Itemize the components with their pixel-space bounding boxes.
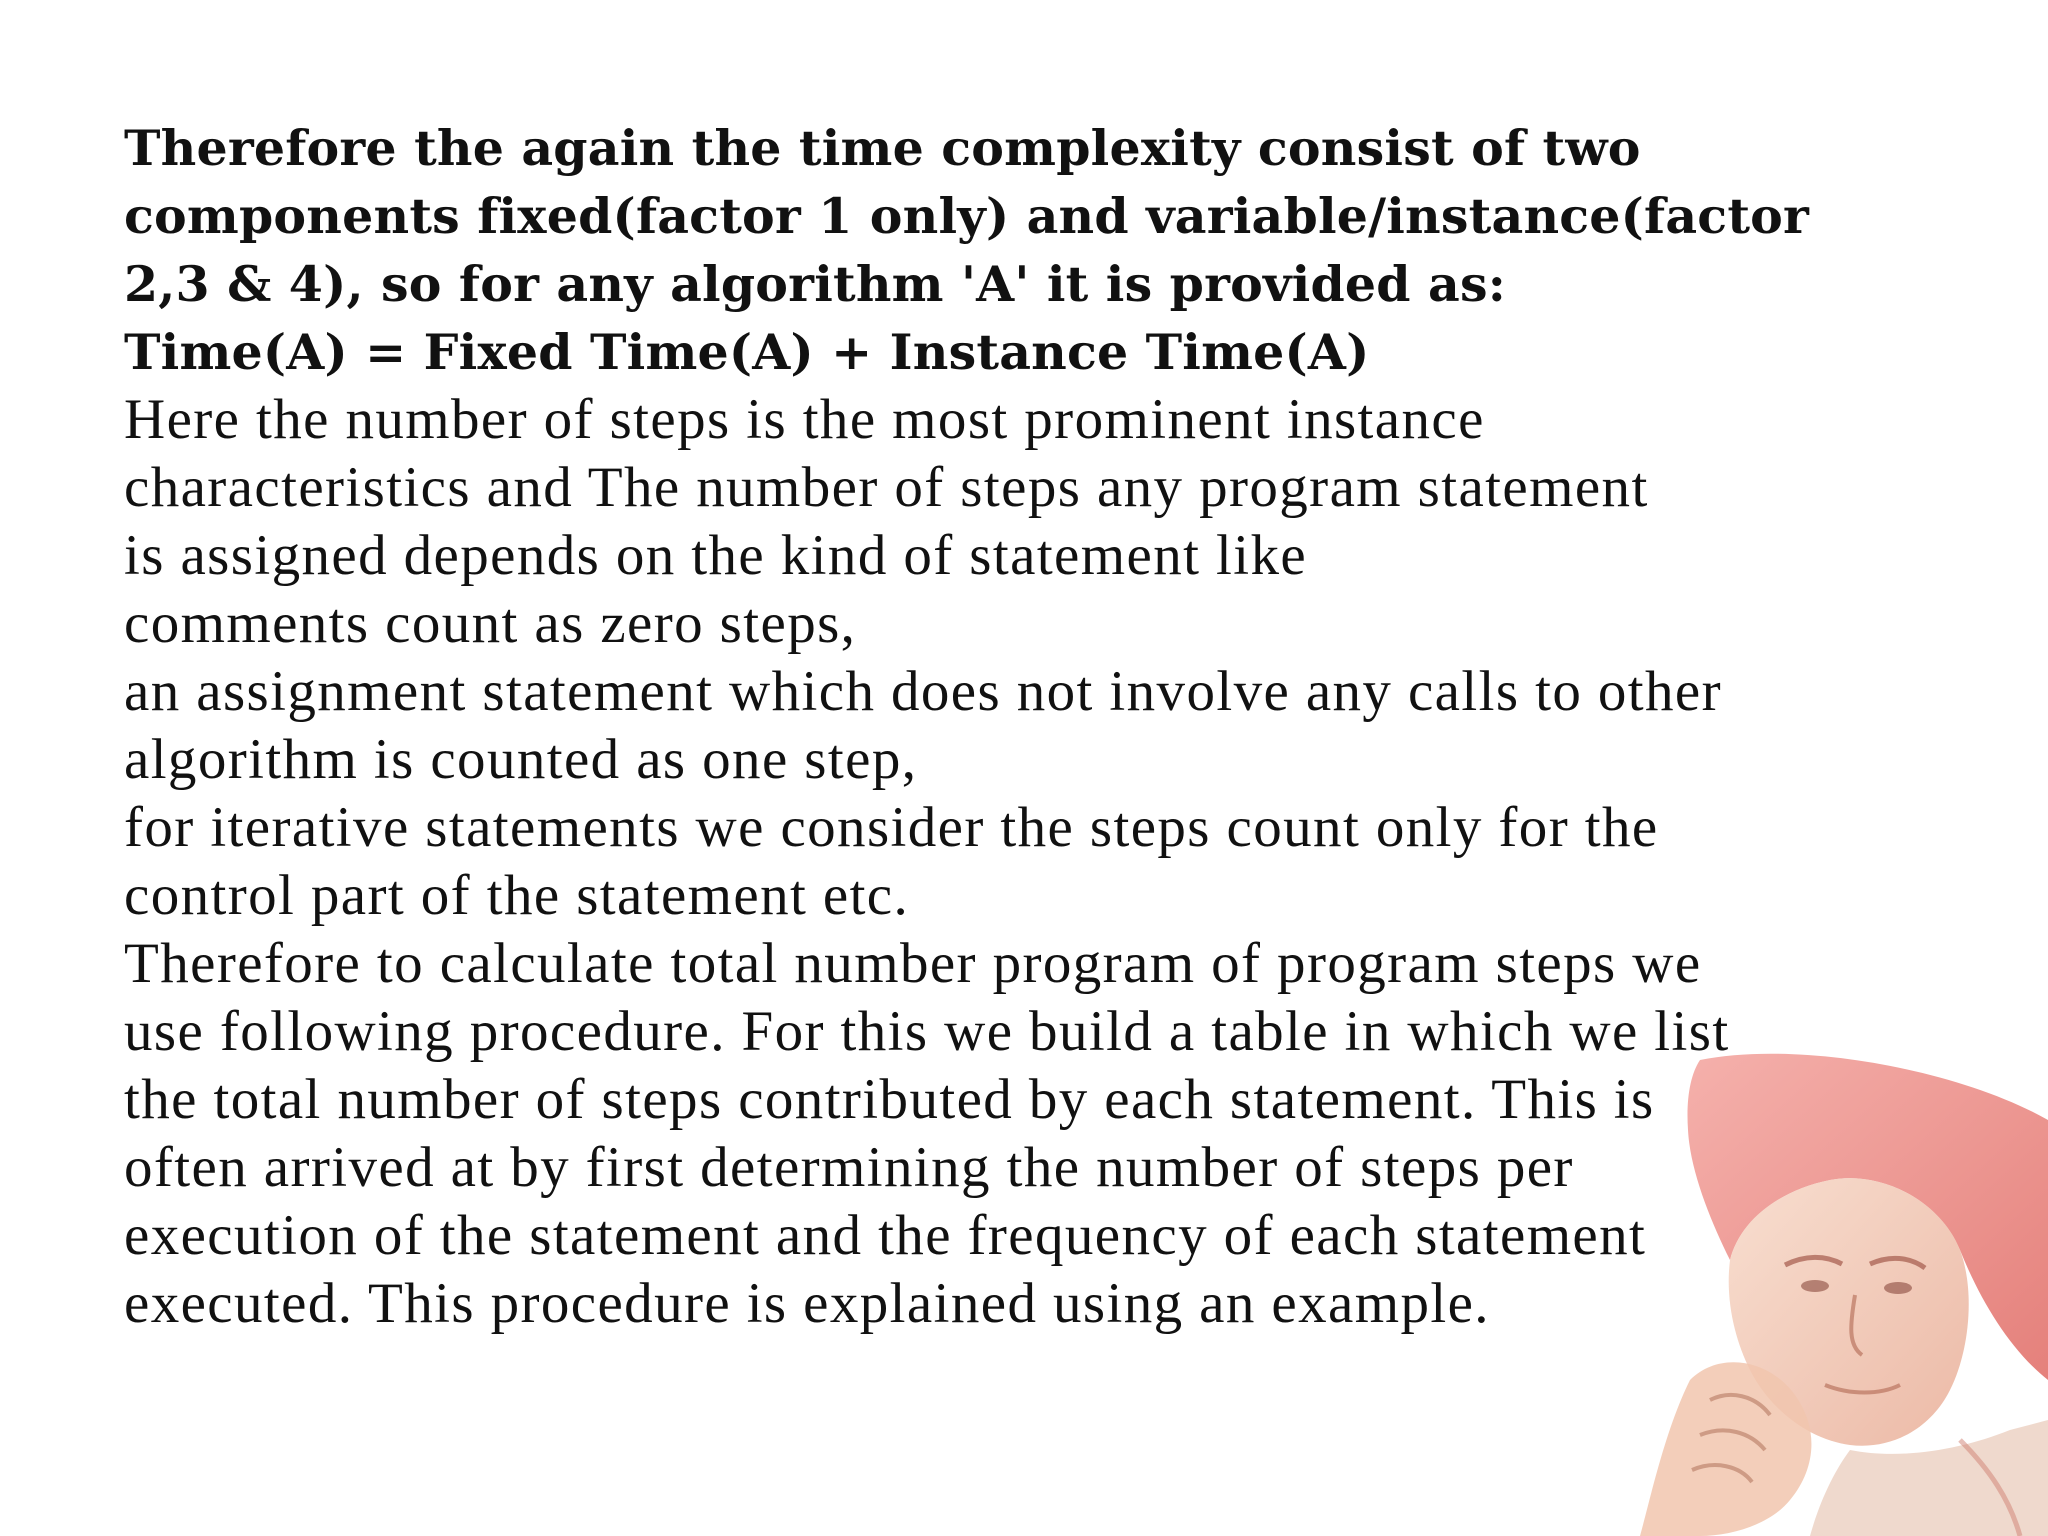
text-line: execution of the statement and the frequency of each statement <box>124 1204 1647 1267</box>
text-line: executed. This procedure is explained using an example. <box>124 1272 1490 1335</box>
text-line: for iterative statements we consider the steps count only for the <box>124 796 1659 859</box>
text-line: an assignment statement which does not involve any calls to other <box>124 660 1722 723</box>
text-line: often arrived at by first determining the number of steps per <box>124 1136 1574 1199</box>
text-line: is assigned depends on the kind of statement like <box>124 524 1308 587</box>
text-line: Here the number of steps is the most prominent instance <box>124 388 1485 451</box>
text-line: comments count as zero steps, <box>124 592 857 655</box>
text-line: characteristics and The number of steps any program statement <box>124 456 1649 519</box>
bold-line: 2,3 & 4), so for any algorithm 'A' it is provided as: <box>124 255 1507 313</box>
bold-line: components fixed(factor 1 only) and variable/instance(factor <box>124 187 1810 245</box>
text-line: use following procedure. For this we build a table in which we list <box>124 1000 1730 1063</box>
text-line: the total number of steps contributed by each statement. This is <box>124 1068 1655 1131</box>
text-line: control part of the statement etc. <box>124 864 910 927</box>
text-line: Therefore to calculate total number program of program steps we <box>124 932 1702 995</box>
bold-line: Therefore the again the time complexity consist of two <box>124 119 1641 177</box>
text-line: algorithm is counted as one step, <box>124 728 918 791</box>
slide-body-text <box>124 114 2004 1338</box>
formula-line: Time(A) = Fixed Time(A) + Instance Time(A) <box>124 323 1370 381</box>
